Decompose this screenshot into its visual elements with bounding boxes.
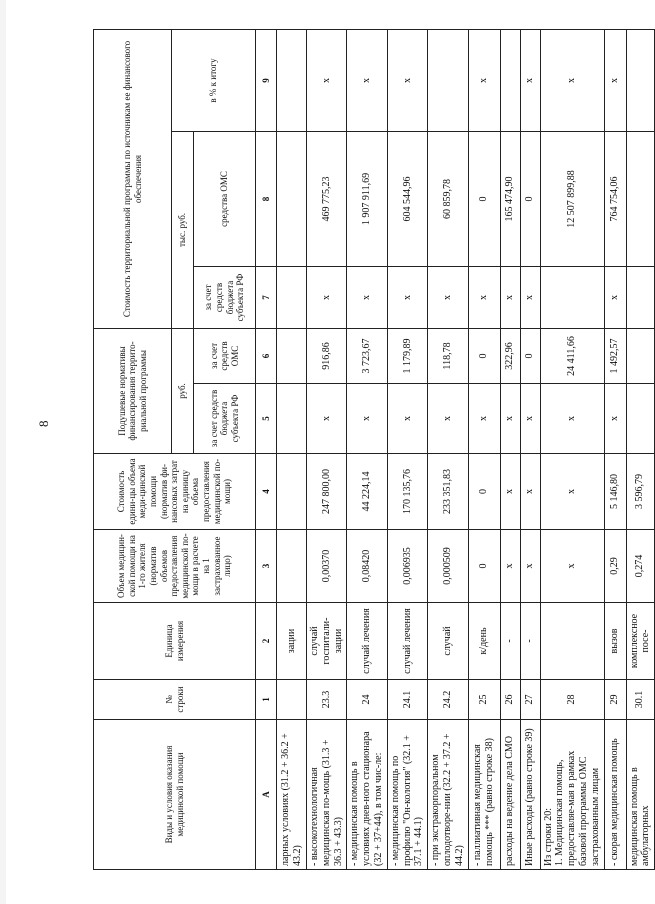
cell-norm-oms [626, 328, 655, 383]
header-budget-rf-2: за счет средств бюджета субъекта РФ [194, 266, 256, 328]
cell-cost: 44 224,14 [347, 454, 387, 530]
cell-cost-oms: 0 [520, 131, 540, 266]
cell-percent: х [347, 29, 387, 131]
cell-volume: х [520, 530, 540, 603]
cell-volume: х [540, 530, 604, 603]
cell-norm-budget-rf: х [468, 384, 500, 454]
cell-percent [277, 29, 307, 131]
cell-row-no: 26 [500, 680, 520, 720]
table-row [277, 29, 307, 869]
cell-cost-oms: 1 907 911,69 [347, 131, 387, 266]
cell-cost-budget-rf: х [387, 266, 427, 328]
header-rub: руб. [172, 328, 194, 453]
cell-cost-oms: 604 544,96 [387, 131, 427, 266]
col-number: 8 [256, 131, 277, 266]
cell-name: - паллиативная медицинская помощь *** (равно строке 38) [468, 720, 500, 870]
table-row [604, 29, 626, 869]
scan-edge [0, 0, 6, 904]
cell-volume: 0,006935 [387, 530, 427, 603]
cell-name: Из строки 20: 1. Медицинская помощь, предоставляе-мая в рамках базовой программы ОМС застрахованным лицам [540, 720, 604, 870]
cell-percent: х [540, 29, 604, 131]
cell-cost: 247 800,00 [307, 454, 347, 530]
col-number: 4 [256, 454, 277, 530]
cell-name: - высокотехнологичная медицинская по-мощь (31.3 + 36.3 + 43.3) [307, 720, 347, 870]
cell-norm-oms: 0 [468, 328, 500, 383]
cell-cost-oms: 12 507 899,88 [540, 131, 604, 266]
cell-cost: 233 351,83 [428, 454, 468, 530]
cell-volume: 0,29 [604, 530, 626, 603]
cell-cost-budget-rf: х [468, 266, 500, 328]
header-program-cost: Стоимость территориальной программы по источникам ее финансового обеспечения [94, 29, 172, 328]
cell-cost-oms: 764 754,06 [604, 131, 626, 266]
cell-norm-budget-rf: х [500, 384, 520, 454]
cell-cost [277, 454, 307, 530]
cell-norm-oms: 1 179,89 [387, 328, 427, 383]
cell-norm-oms: 0 [520, 328, 540, 383]
cell-percent [626, 29, 655, 131]
cell-norm-budget-rf: х [307, 384, 347, 454]
header-normatives: Подушевые нормативы финансирования террито-риальной программы [94, 328, 172, 453]
table-row [387, 29, 427, 869]
cell-unit: комплексное посе- [626, 603, 655, 680]
cell-name: расходы на ведение дела СМО [500, 720, 520, 870]
cell-norm-oms: 916,86 [307, 328, 347, 383]
col-number: А [256, 720, 277, 870]
cell-percent [428, 29, 468, 131]
cell-cost: 5 146,80 [604, 454, 626, 530]
cell-cost-oms [277, 131, 307, 266]
cell-unit: к/день [468, 603, 500, 680]
cell-cost-oms: 0 [468, 131, 500, 266]
cell-unit: случай лечения [347, 603, 387, 680]
header-cost: Стоимость едини-цы объема меди-цинской помощи (норматив фи-нансовых затрат на единицу объема предоставления медицинской по-мощи) [94, 454, 256, 530]
header-row-no: № строки [94, 680, 256, 720]
cell-percent: х [387, 29, 427, 131]
col-number: 7 [256, 266, 277, 328]
cell-volume: 0,000509 [428, 530, 468, 603]
header-oms-2: средства ОМС [194, 131, 256, 266]
cell-volume: 0,08420 [347, 530, 387, 603]
cell-cost: 3 596,79 [626, 454, 655, 530]
cell-unit: вызов [604, 603, 626, 680]
cell-row-no: 24.1 [387, 680, 427, 720]
table-row [428, 29, 468, 869]
header-thousand-rub: тыс. руб. [172, 131, 194, 328]
column-number-row [256, 29, 277, 869]
cell-name: - при экстракорпоральном оплодотворе-нии (32.2 + 37.2 + 44.2) [428, 720, 468, 870]
cell-unit: случай [428, 603, 468, 680]
cell-percent: х [307, 29, 347, 131]
cell-volume: 0,274 [626, 530, 655, 603]
rotated-table-container [93, 30, 652, 870]
cell-norm-oms [277, 328, 307, 383]
cell-norm-oms: 322,96 [500, 328, 520, 383]
program-cost-table [93, 29, 655, 870]
cell-volume [277, 530, 307, 603]
col-number: 5 [256, 384, 277, 454]
cell-cost-budget-rf: х [307, 266, 347, 328]
cell-volume: 0,00370 [307, 530, 347, 603]
table-row [347, 29, 387, 869]
table-row [307, 29, 347, 869]
cell-row-no: 24.2 [428, 680, 468, 720]
cell-row-no: 27 [520, 680, 540, 720]
cell-cost: х [540, 454, 604, 530]
cell-cost-budget-rf [626, 266, 655, 328]
cell-cost: 0 [468, 454, 500, 530]
cell-row-no: 24 [347, 680, 387, 720]
cell-norm-oms: 3 723,67 [347, 328, 387, 383]
cell-cost: х [500, 454, 520, 530]
cell-percent: х [468, 29, 500, 131]
cell-cost-budget-rf: х [520, 266, 540, 328]
cell-norm-budget-rf: х [520, 384, 540, 454]
cell-unit: случай лечения [387, 603, 427, 680]
cell-volume: х [500, 530, 520, 603]
cell-cost-oms: 60 859,78 [428, 131, 468, 266]
cell-cost-budget-rf: х [347, 266, 387, 328]
cell-cost: 170 135,76 [387, 454, 427, 530]
cell-percent: х [520, 29, 540, 131]
cell-unit: случай госпитали-зации [307, 603, 347, 680]
cell-row-no: 23.3 [307, 680, 347, 720]
cell-norm-oms: 118,78 [428, 328, 468, 383]
cell-name: Иные расходы (равно строке 39) [520, 720, 540, 870]
cell-norm-budget-rf: х [387, 384, 427, 454]
header-volume: Объем медицин-ской помощи на 1-го жителя (норматив объемов предоставления медицинской по-мощи в расчете на 1 застрахованное лицо) [94, 530, 256, 603]
cell-cost-oms [626, 131, 655, 266]
cell-name: - медицинская помощь по профилю "Он-кология" (32.1 + 37.1 + 44.1) [387, 720, 427, 870]
header-oms: за счет средств ОМС [194, 328, 256, 383]
cell-unit: - [520, 603, 540, 680]
cell-unit [540, 603, 604, 680]
cell-norm-budget-rf: х [604, 384, 626, 454]
cell-norm-budget-rf: х [540, 384, 604, 454]
cell-cost-budget-rf: х [604, 266, 626, 328]
table-row [520, 29, 540, 869]
cell-name: - скорая медицинская помощь [604, 720, 626, 870]
table-row [468, 29, 500, 869]
table-row [500, 29, 520, 869]
table-row [626, 29, 655, 869]
col-number: 2 [256, 603, 277, 680]
table-body [277, 29, 655, 869]
cell-name: медицинская помощь в амбулаторных [626, 720, 655, 870]
cell-norm-budget-rf: х [428, 384, 468, 454]
cell-percent: х [604, 29, 626, 131]
cell-unit: зации [277, 603, 307, 680]
header-types: Виды и условия оказания медицинской помощи [94, 720, 256, 870]
cell-cost-budget-rf [277, 266, 307, 328]
header-unit: Единица измерения [94, 603, 256, 680]
header-percent: в % к итогу [172, 29, 256, 131]
cell-row-no [277, 680, 307, 720]
col-number: 3 [256, 530, 277, 603]
col-number: 1 [256, 680, 277, 720]
cell-norm-budget-rf [277, 384, 307, 454]
cell-name: ларных условиях (31.2 + 36.2 + 43.2) [277, 720, 307, 870]
cell-cost-budget-rf: х [428, 266, 468, 328]
cell-row-no: 29 [604, 680, 626, 720]
cell-row-no: 28 [540, 680, 604, 720]
cell-cost-budget-rf [540, 266, 604, 328]
cell-percent [500, 29, 520, 131]
header-budget-rf: за счет средств бюджета субъекта РФ [194, 384, 256, 454]
page-number: 8 [36, 420, 51, 427]
cell-cost-oms: 469 775,23 [307, 131, 347, 266]
col-number: 6 [256, 328, 277, 383]
cell-norm-oms: 1 492,57 [604, 328, 626, 383]
cell-row-no: 30.1 [626, 680, 655, 720]
cell-volume: 0 [468, 530, 500, 603]
table-row [540, 29, 604, 869]
cell-cost-budget-rf: х [500, 266, 520, 328]
cell-name: - медицинская помощь в условиях днев-ного стационара (32 + 37+44), в том чис-ле: [347, 720, 387, 870]
cell-norm-budget-rf: х [347, 384, 387, 454]
cell-norm-oms: 24 411,66 [540, 328, 604, 383]
cell-unit: - [500, 603, 520, 680]
cell-cost-oms: 165 474,90 [500, 131, 520, 266]
cell-cost: х [520, 454, 540, 530]
cell-row-no: 25 [468, 680, 500, 720]
cell-norm-budget-rf [626, 384, 655, 454]
col-number: 9 [256, 29, 277, 131]
